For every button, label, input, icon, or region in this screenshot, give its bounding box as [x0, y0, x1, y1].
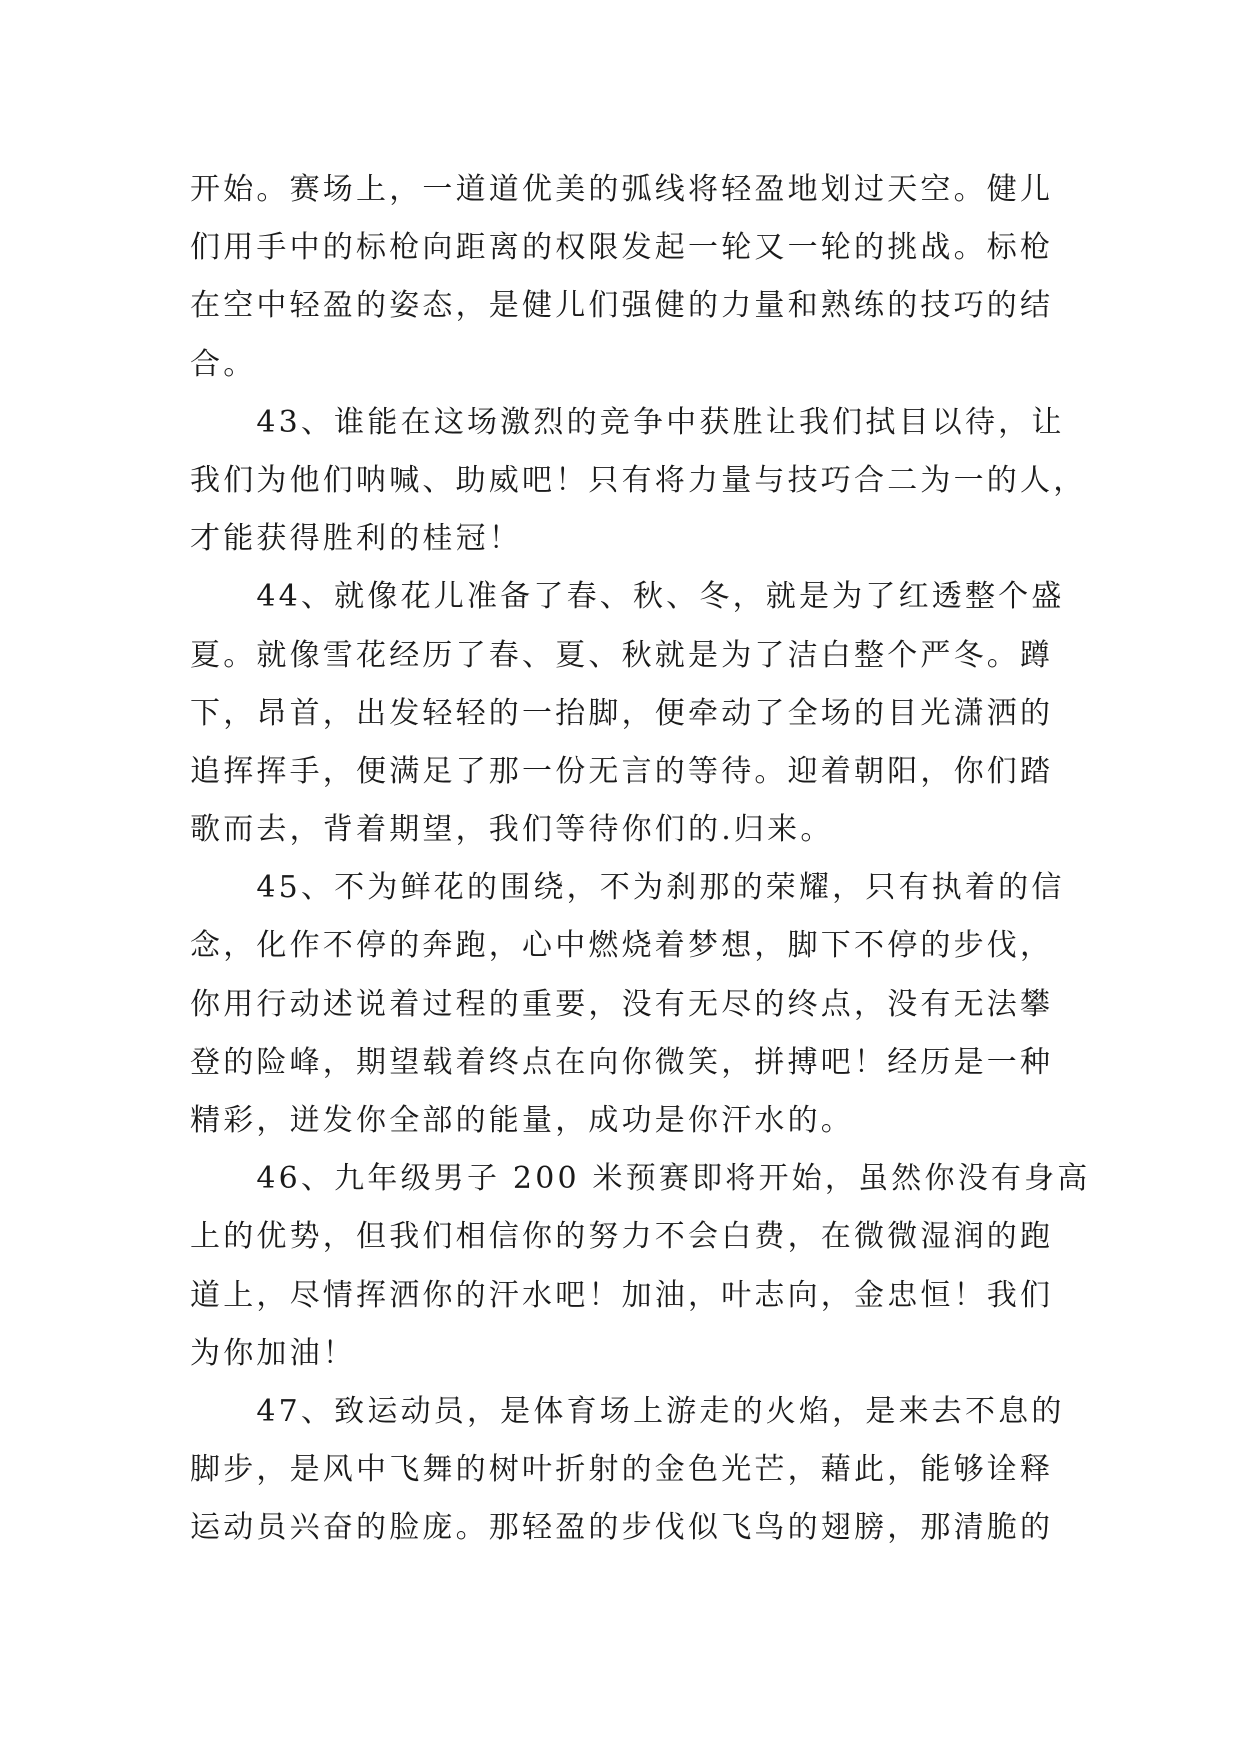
text-line: 脚步，是风中飞舞的树叶折射的金色光芒，藉此，能够诠释	[190, 1452, 1054, 1488]
document-body	[190, 161, 1091, 1558]
text-line: 上的优势，但我们相信你的努力不会白费，在微微湿润的跑	[190, 1219, 1054, 1255]
text-line: 46、九年级男子 200 米预赛即将开始，虽然你没有身高	[190, 1161, 1091, 1197]
text-line: 念，化作不停的奔跑，心中燃烧着梦想，脚下不停的步伐，	[190, 928, 1054, 964]
text-line: 才能获得胜利的桂冠！	[190, 521, 522, 557]
text-line: 我们为他们呐喊、助威吧！只有将力量与技巧合二为一的人，	[190, 462, 1087, 498]
text-line: 精彩，迸发你全部的能量，成功是你汗水的。	[190, 1103, 854, 1138]
text-line: 运动员兴奋的脸庞。那轻盈的步伐似飞鸟的翅膀，那清脆的	[190, 1510, 1054, 1546]
text-line: 为你加油！	[190, 1335, 356, 1371]
text-line: 合。	[190, 346, 257, 382]
text-line: 45、不为鲜花的围绕，不为刹那的荣耀，只有执着的信	[190, 870, 1065, 906]
text-line: 44、就像花儿准备了春、秋、冬，就是为了红透整个盛	[190, 579, 1065, 615]
text-line: 47、致运动员，是体育场上游走的火焰，是来去不息的	[190, 1393, 1065, 1429]
text-line: 追挥挥手，便满足了那一份无言的等待。迎着朝阳，你们踏	[190, 753, 1054, 789]
text-line: 道上，尽情挥洒你的汗水吧！加油，叶志向，金忠恒！我们	[190, 1277, 1054, 1313]
text-line: 开始。赛场上，一道道优美的弧线将轻盈地划过天空。健儿	[190, 172, 1054, 207]
text-line: 下，昂首，出发轻轻的一抬脚，便牵动了全场的目光潇洒的	[190, 695, 1054, 731]
text-line: 43、谁能在这场激烈的竞争中获胜让我们拭目以待，让	[190, 404, 1065, 440]
text-line: 登的险峰，期望载着终点在向你微笑，拼搏吧！经历是一种	[190, 1044, 1054, 1080]
text-line: 夏。就像雪花经历了春、夏、秋就是为了洁白整个严冬。蹲	[190, 637, 1054, 673]
text-line: 在空中轻盈的姿态，是健儿们强健的力量和熟练的技巧的结	[190, 288, 1054, 324]
text-line: 你用行动述说着过程的重要，没有无尽的终点，没有无法攀	[190, 986, 1054, 1022]
text-line: 们用手中的标枪向距离的权限发起一轮又一轮的挑战。标枪	[190, 230, 1054, 266]
text-line: 歌而去，背着期望，我们等待你们的.归来。	[190, 812, 834, 848]
